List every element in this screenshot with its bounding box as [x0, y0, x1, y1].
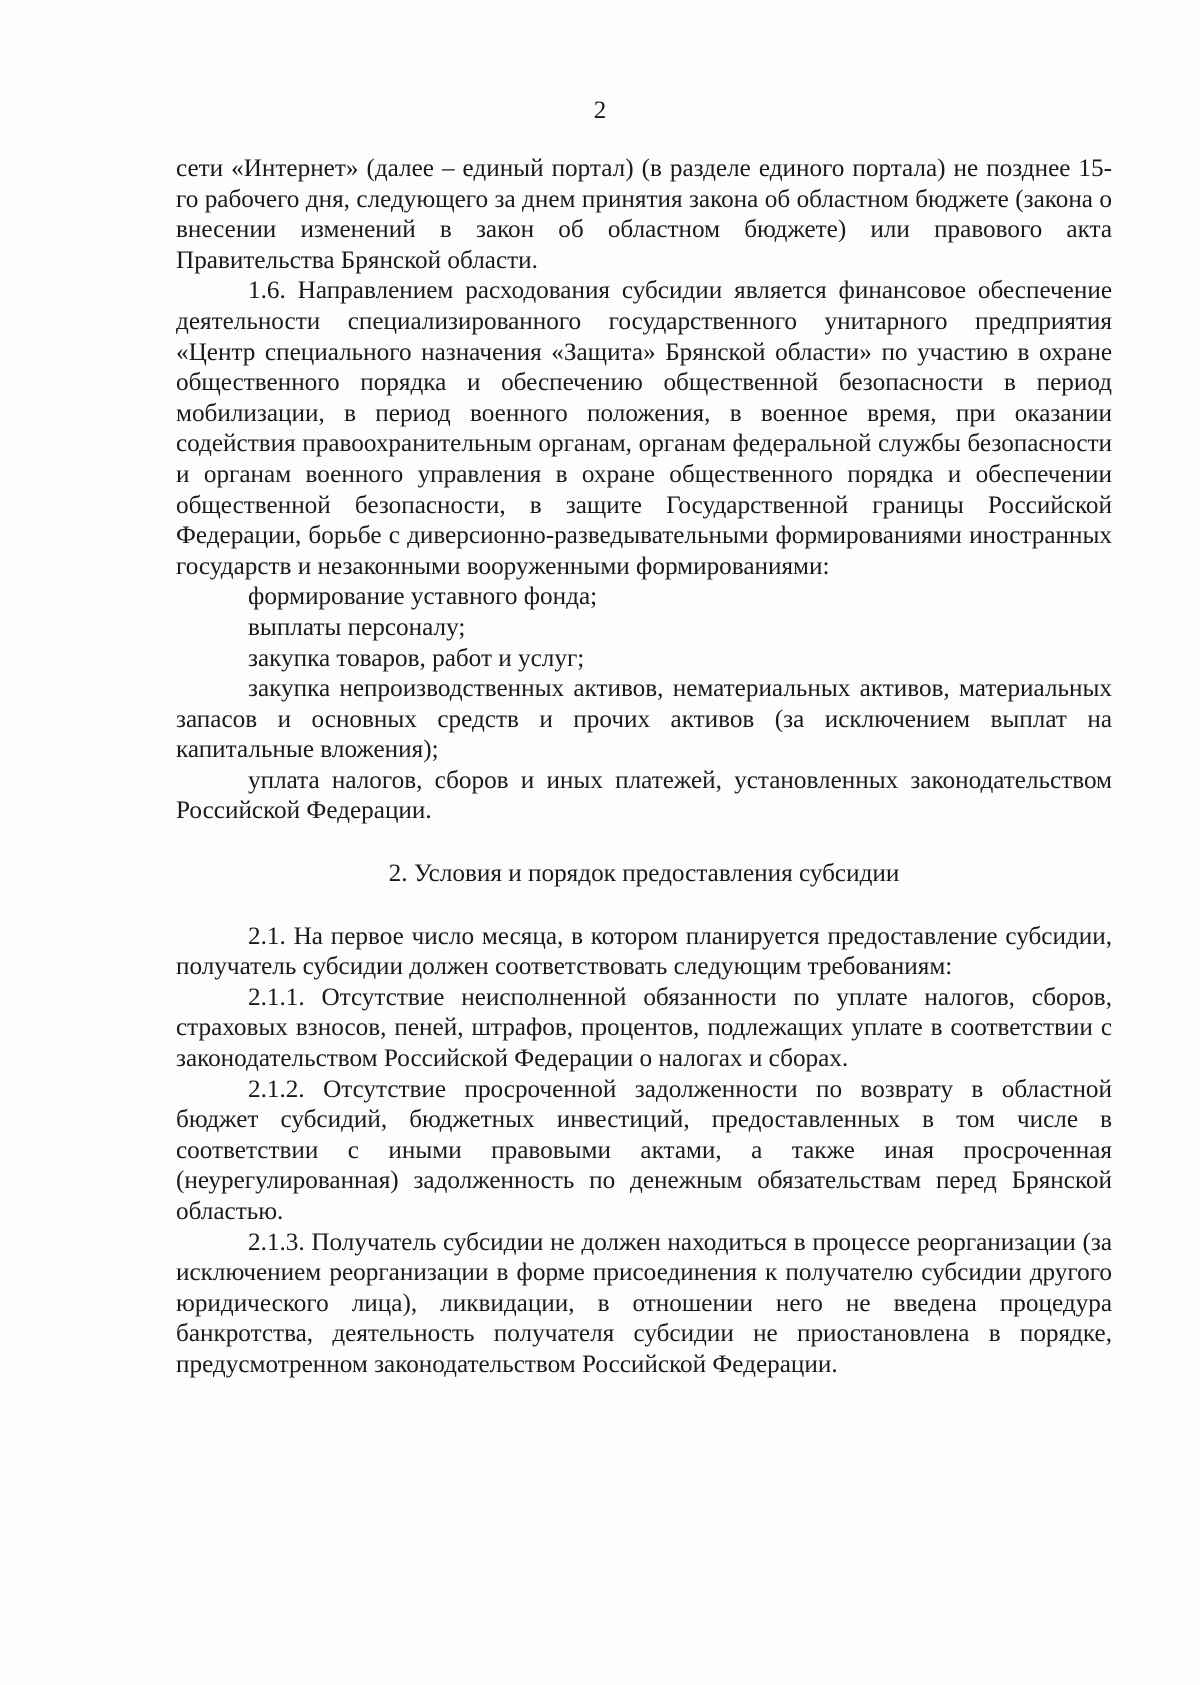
paragraph-2-1-2: 2.1.2. Отсутствие просроченной задолженности по возврату в областной бюджет субсидий, бюджетных инвестиций, предоставленных в том числе в соответствии с иными правовыми актами, а также иная просроченная (неурегулированная) задолженность по денежным обязательствам перед Брянской областью.: [176, 1075, 1112, 1225]
list-item-staff-payments: выплаты персоналу;: [248, 613, 466, 641]
list-item-taxes: уплата налогов, сборов и иных платежей, установленных законодательством Российской Федерации.: [176, 766, 1112, 825]
section-heading: 2. Условия и порядок предоставления субсидии: [388, 860, 900, 888]
paragraph-1-6: 1.6. Направлением расходования субсидии является финансовое обеспечение деятельности специализированного государственного унитарного предприятия «Центр специального назначения «Защита» Брянской области» по участию в охране общественного порядка и обеспечению общественной безопасности в период мобилизации, в период военного положения, в военное время, при оказании содействия правоохранительным органам, органам федеральной службы безопасности и органам военного управления в охране общественного порядка и обеспечении общественной безопасности, в защите Государственной границы Российской Федерации, борьбе с диверсионно-разведывательными формированиями иностранных государств и незаконными вооруженными формированиями:: [176, 277, 1112, 580]
page-number: 2: [593, 97, 607, 124]
document-body: [176, 154, 1112, 1381]
list-item-charter-fund: формирование уставного фонда;: [248, 583, 598, 611]
list-item-assets: закупка непроизводственных активов, нематериальных активов, материальных запасов и основных средств и прочих активов (за исключением выплат на капитальные вложения);: [176, 675, 1112, 764]
paragraph-portal-deadline: сети «Интернет» (далее – единый портал) (в разделе единого портала) не позднее 15-го рабочего дня, следующего за днем принятия закона об областном бюджете (закона о внесении изменений в закон об областном бюджете) или правового акта Правительства Брянской области.: [176, 155, 1112, 274]
list-item-procurement: закупка товаров, работ и услуг;: [248, 644, 585, 672]
paragraph-2-1-1: 2.1.1. Отсутствие неисполненной обязанности по уплате налогов, сборов, страховых взносов, пеней, штрафов, процентов, подлежащих уплате в соответствии с законодательством Российской Федерации о налогах и сборах.: [176, 983, 1112, 1073]
paragraph-2-1: 2.1. На первое число месяца, в котором планируется предоставление субсидии, получатель субсидии должен соответствовать следующим требованиям:: [176, 922, 1112, 981]
paragraph-2-1-3: 2.1.3. Получатель субсидии не должен находиться в процессе реорганизации (за исключением реорганизации в форме присоединения к получателю субсидии другого юридического лица), ликвидации, в отношении него не введена процедура банкротства, деятельность получателя субсидии не приостановлена в порядке, предусмотренном законодательством Российской Федерации.: [176, 1228, 1112, 1378]
